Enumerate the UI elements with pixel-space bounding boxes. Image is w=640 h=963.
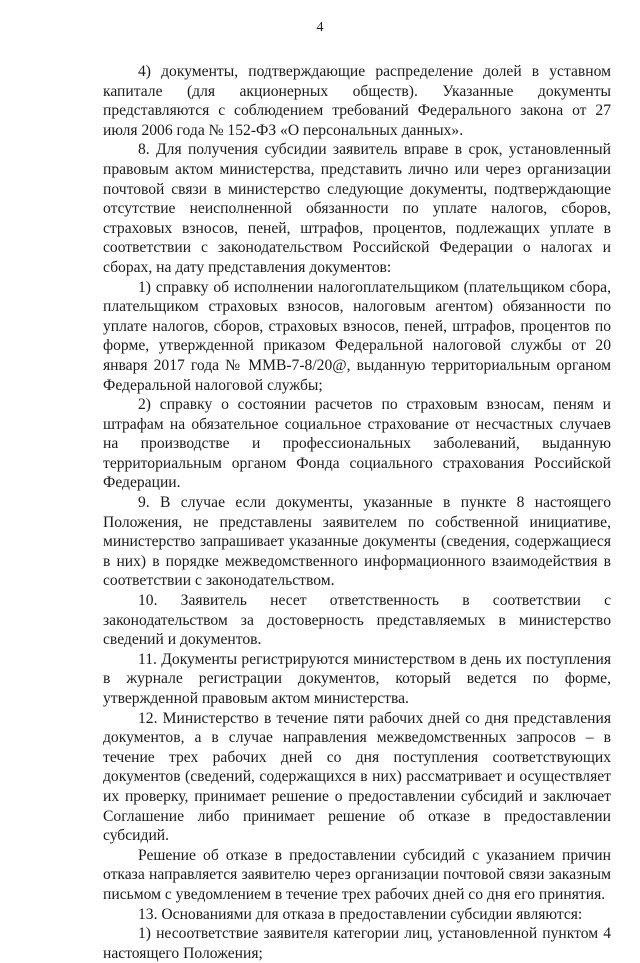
paragraph: 2) справку о состоянии расчетов по страховым взносам, пеням и штрафам на обязательное социальное страхование от несчастных случаев на производстве и профессиональных заболеваний, выданную территориальным органом Фонда социального страхования Российской Федерации. <box>103 396 611 492</box>
paragraph: 13. Основаниями для отказа в предоставлении субсидии являются: <box>138 905 583 923</box>
paragraph: 12. Министерство в течение пяти рабочих дней со дня представления документов, а в случае направления межведомственных запросов – в течение трех рабочих дней со дня поступления соответствующих документов (сведений, содержащихся в них) рассматривает и осуществляет их проверку, принимает решение о предоставлении субсидий и заключает Соглашение либо принимает решение об отказе в предоставлении субсидий. <box>103 709 611 845</box>
paragraph: 1) несоответствие заявителя категории лиц, установленной пунктом 4 настоящего Положения; <box>103 925 611 962</box>
page-number: 4 <box>316 20 324 35</box>
paragraph: Решение об отказе в предоставлении субсидий с указанием причин отказа направляется заявителю через организации почтовой связи заказным письмом с уведомлением в течение трех рабочих дней со дня его принятия. <box>103 846 611 903</box>
paragraph: 4) документы, подтверждающие распределение долей в уставном капитале (для акционерных обществ). Указанные документы представляются с соблюдением требований Федерального закона от 27 июля 2006 года № 152-ФЗ «О персональных данных». <box>103 63 611 139</box>
paragraph: 11. Документы регистрируются министерством в день их поступления в журнале регистрации документов, который ведется по форме, утвержденной правовым актом министерства. <box>103 650 611 707</box>
paragraph: 10. Заявитель несет ответственность в соответствии с законодательством за достоверность представляемых в министерство сведений и документов. <box>103 592 611 649</box>
paragraph: 8. Для получения субсидии заявитель вправе в срок, установленный правовым актом министерства, представить лично или через организации почтовой связи в министерство следующие документы, подтверждающие отсутствие неисполненной обязанности по уплате налогов, сборов, страховых взносов, пеней, штрафов, процентов, подлежащих уплате в соответствии с законодательством Российской Федерации о налогах и сборах, на дату представления документов: <box>103 141 611 276</box>
paragraph: 9. В случае если документы, указанные в пункте 8 настоящего Положения, не представлены заявителем по собственной инициативе, министерство запрашивает указанные документы (сведения, содержащиеся в них) в порядке межведомственного информационного взаимодействия в соответствии с законодательством. <box>103 494 611 590</box>
document-body <box>103 62 611 963</box>
paragraph: 1) справку об исполнении налогоплательщиком (плательщиком сбора, плательщиком страховых взносов, налоговым агентом) обязанности по уплате налогов, сборов, страховых взносов, пеней, штрафов, процентов по форме, утвержденной приказом Федеральной налоговой службы от 20 января 2017 года № ММВ-7-8/20@, выданную территориальным органом Федеральной налоговой службы; <box>103 278 611 394</box>
